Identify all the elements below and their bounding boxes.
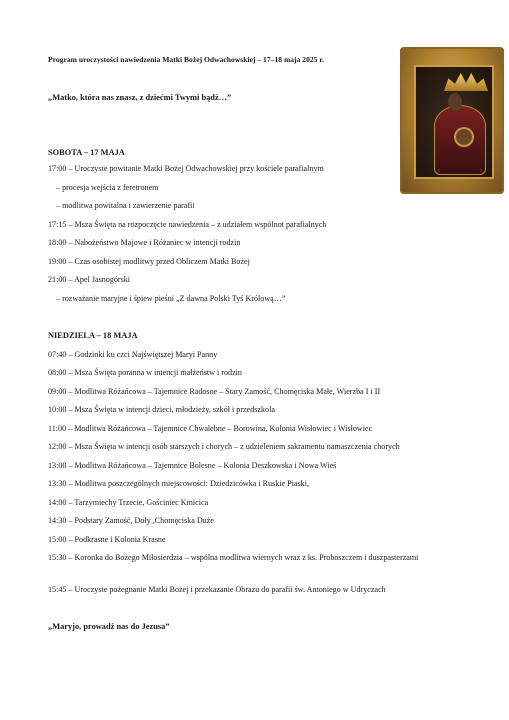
sunday-heading: NIEDZIELA – 18 MAJA: [48, 331, 138, 340]
schedule-line: 09:00 – Modlitwa Różańcowa – Tajemnice Radosne – Stary Zamość, Chomęciska Małe, Wierzba I i II: [48, 387, 381, 396]
schedule-line: – rozważanie maryjne i śpiew pieśni „Z dawna Polski Tyś Królową…”: [56, 294, 286, 303]
schedule-line: 14:00 – Tarzymiechy Trzecie, Gościniec Kmicica: [48, 498, 209, 507]
schedule-line: 13:30 – Modlitwa poszczególnych miejscowości: Dziedzicówka i Ruskie Piaski,: [48, 479, 309, 488]
schedule-line: 21:00 – Apel Jasnogórski: [48, 275, 131, 284]
schedule-line: 18:00 – Nabożeństwo Majowe i Różaniec w intencji rodzin: [48, 238, 241, 247]
schedule-line: 15:30 – Koronka do Bożego Miłosierdzia – wspólna modlitwa wiernych wraz z ks. Proboszczem i duszpasterzami: [48, 553, 419, 562]
schedule-line: 08:00 – Msza Święta poranna w intencji małżeństw i rodzin: [48, 368, 242, 377]
saturday-heading: SOBOTA – 17 MAJA: [48, 148, 125, 157]
schedule-line: – modlitwa powitalna i zawierzenie parafii: [56, 201, 195, 210]
schedule-line: 13:00 – Modlitwa Różańcowa – Tajemnice Bolesne – Kolonia Deszkowska i Nowa Wieś: [48, 461, 337, 470]
schedule-line: 17:15 – Msza Święta na rozpoczęcie nawiedzenia – z udziałem wspólnot parafialnych: [48, 220, 327, 229]
icon-painting: [414, 65, 494, 179]
schedule-line: 10:00 – Msza Święta w intencji dzieci, młodzieży, szkół i przedszkola: [48, 405, 275, 414]
schedule-line: 12:00 – Msza Święta w intencji osób starszych i chorych – z udzieleniem sakramentu namaszczenia chorych: [48, 442, 400, 451]
motto-top: „Matko, która nas znasz, z dziećmi Twymi bądź…”: [48, 93, 232, 102]
schedule-line: – procesja wejścia z feretronem: [56, 183, 159, 192]
crown-icon: [444, 73, 488, 91]
face-figure: [448, 93, 462, 111]
schedule-line: 15:45 – Uroczyste pożegnanie Matki Bożej i przekazanie Obrazu do parafii św. Antoniego w Udryczach: [48, 585, 386, 594]
schedule-line: 11:00 – Modlitwa Różańcowa – Tajemnice Chwalebne – Borowina, Kolonia Wisłowiec i Wisłowiec: [48, 424, 373, 433]
schedule-line: 14:30 – Podstary Zamość, Doły ,Chomęciska Duże: [48, 516, 214, 525]
icon-of-our-lady-image: [400, 47, 504, 194]
schedule-line: 07:40 – Godzinki ku czci Najświętszej Maryi Panny: [48, 350, 218, 359]
schedule-line: 15:00 – Podkrasne i Kolonia Krasne: [48, 535, 166, 544]
document-title: Program uroczystości nawiedzenia Matki Bożej Odwachowskiej – 17–18 maja 2025 r.: [48, 55, 324, 64]
schedule-line: 17:00 – Uroczyste powitanie Matki Bożej Odwachowskiej przy kościele parafialnym: [48, 164, 324, 173]
child-figure: [456, 129, 472, 145]
motto-bottom: „Maryjo, prowadź nas do Jezusa”: [48, 622, 170, 631]
schedule-line: 19:00 – Czas osobistej modlitwy przed Obliczem Matki Bożej: [48, 257, 250, 266]
